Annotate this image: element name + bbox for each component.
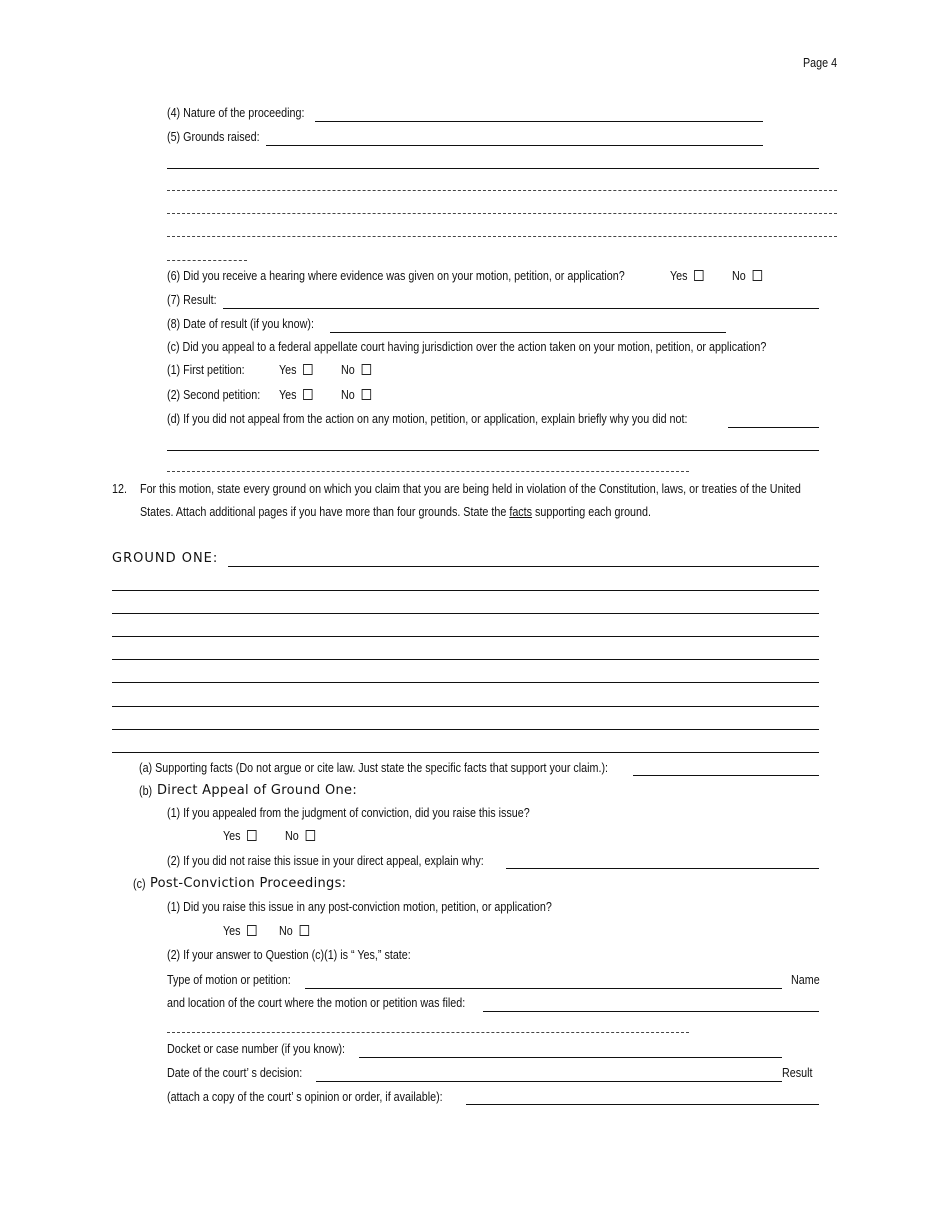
question-12-number: 12. — [112, 482, 127, 496]
attach-opinion-label: (attach a copy of the court’ s opinion or order, if available): — [167, 1090, 443, 1104]
result-field[interactable] — [223, 308, 819, 309]
direct-appeal-yes-checkbox[interactable] — [247, 830, 256, 841]
no-label: No — [285, 829, 299, 843]
hearing-yes-option[interactable] — [670, 270, 704, 283]
ground-one-line-7[interactable] — [112, 729, 819, 730]
date-of-result-label: (8) Date of result (if you know): — [167, 317, 314, 331]
ground-one-line-8[interactable] — [112, 752, 819, 753]
post-conviction-yes-checkbox[interactable] — [247, 925, 256, 936]
hearing-no-checkbox[interactable] — [753, 270, 762, 281]
post-conviction-yes-option[interactable] — [223, 925, 257, 938]
hearing-no-option[interactable] — [732, 270, 762, 283]
no-label: No — [732, 269, 746, 283]
court-location-field[interactable] — [483, 1011, 819, 1012]
direct-appeal-question-1: (1) If you appealed from the judgment of conviction, did you raise this issue? — [167, 806, 530, 820]
post-conviction-question-1: (1) Did you raise this issue in any post-conviction motion, petition, or application? — [167, 900, 552, 914]
no-label: No — [279, 924, 293, 938]
did-not-appeal-field[interactable] — [728, 427, 819, 428]
first-petition-label: (1) First petition: — [167, 363, 245, 377]
direct-appeal-no-checkbox[interactable] — [306, 830, 315, 841]
grounds-raised-line-2[interactable] — [167, 168, 819, 169]
attach-opinion-field[interactable] — [466, 1104, 819, 1105]
facts-underlined: facts — [509, 505, 533, 519]
yes-label: Yes — [279, 363, 297, 377]
ground-one-line-1[interactable] — [112, 590, 819, 591]
nature-of-proceeding-label: (4) Nature of the proceeding: — [167, 106, 305, 120]
direct-appeal-no-option[interactable] — [285, 830, 315, 843]
result-label: (7) Result: — [167, 293, 217, 307]
first-petition-yes-checkbox[interactable] — [303, 364, 312, 375]
yes-label: Yes — [670, 269, 688, 283]
second-petition-no-option[interactable] — [341, 389, 371, 402]
ground-one-field[interactable] — [228, 566, 819, 567]
post-conviction-no-checkbox[interactable] — [300, 925, 309, 936]
yes-label: Yes — [223, 829, 241, 843]
question-12-text-b: supporting each ground. — [532, 505, 651, 519]
page-number: Page 4 — [803, 56, 838, 70]
ground-one-heading: GROUND ONE: — [112, 551, 219, 566]
second-petition-label: (2) Second petition: — [167, 388, 261, 402]
date-of-decision-field[interactable] — [316, 1081, 782, 1082]
post-conviction-question-2: (2) If your answer to Question (c)(1) is “ Yes,” state: — [167, 948, 411, 962]
direct-appeal-prefix: (b) — [139, 784, 153, 798]
post-conviction-prefix: (c) — [133, 877, 146, 891]
result-label-2: Result — [782, 1066, 813, 1080]
supporting-facts-label: (a) Supporting facts (Do not argue or cite law. Just state the specific facts that support your claim.): — [139, 761, 609, 775]
type-of-motion-label: Type of motion or petition: — [167, 973, 291, 987]
direct-appeal-yes-option[interactable] — [223, 830, 257, 843]
grounds-raised-label: (5) Grounds raised: — [167, 130, 260, 144]
first-petition-no-checkbox[interactable] — [362, 364, 371, 375]
question-12-text-a: States. Attach additional pages if you have more than four grounds. State the — [140, 505, 510, 519]
post-conviction-no-option[interactable] — [279, 925, 309, 938]
type-of-motion-field[interactable] — [305, 988, 782, 989]
ground-one-line-2[interactable] — [112, 613, 819, 614]
ground-one-line-4[interactable] — [112, 659, 819, 660]
grounds-raised-dashed-3[interactable] — [167, 236, 837, 237]
hearing-question: (6) Did you receive a hearing where evidence was given on your motion, petition, or application? — [167, 269, 625, 283]
no-label: No — [341, 363, 355, 377]
direct-appeal-explain-field[interactable] — [506, 868, 819, 869]
did-not-appeal-dashed[interactable] — [167, 471, 689, 472]
first-petition-no-option[interactable] — [341, 364, 371, 377]
federal-appeal-question: (c) Did you appeal to a federal appellate court having jurisdiction over the action taken on your motion, petition, or application? — [167, 340, 767, 354]
grounds-raised-field[interactable] — [266, 145, 763, 146]
supporting-facts-field[interactable] — [633, 775, 819, 776]
direct-appeal-question-2: (2) If you did not raise this issue in your direct appeal, explain why: — [167, 854, 484, 868]
name-label: Name — [791, 973, 820, 987]
second-petition-no-checkbox[interactable] — [362, 389, 371, 400]
question-12-line-1: For this motion, state every ground on which you claim that you are being held in violation of the Constitution, laws, or treaties of the United — [140, 482, 801, 496]
ground-one-line-6[interactable] — [112, 706, 819, 707]
second-petition-yes-checkbox[interactable] — [303, 389, 312, 400]
first-petition-yes-option[interactable] — [279, 364, 313, 377]
grounds-raised-dashed-4[interactable] — [167, 260, 247, 261]
court-location-label: and location of the court where the motion or petition was filed: — [167, 996, 466, 1010]
ground-one-line-5[interactable] — [112, 682, 819, 683]
docket-number-label: Docket or case number (if you know): — [167, 1042, 346, 1056]
no-label: No — [341, 388, 355, 402]
did-not-appeal-label: (d) If you did not appeal from the action on any motion, petition, or application, explain briefly why you did not: — [167, 412, 688, 426]
date-of-decision-label: Date of the court’ s decision: — [167, 1066, 303, 1080]
date-of-result-field[interactable] — [330, 332, 726, 333]
ground-one-line-3[interactable] — [112, 636, 819, 637]
yes-label: Yes — [223, 924, 241, 938]
grounds-raised-dashed-1[interactable] — [167, 190, 837, 191]
second-petition-yes-option[interactable] — [279, 389, 313, 402]
docket-number-field[interactable] — [359, 1057, 782, 1058]
grounds-raised-dashed-2[interactable] — [167, 213, 837, 214]
question-12-line-2 — [140, 506, 651, 519]
direct-appeal-heading: Direct Appeal of Ground One: — [157, 783, 358, 798]
did-not-appeal-line-2[interactable] — [167, 450, 819, 451]
hearing-yes-checkbox[interactable] — [694, 270, 703, 281]
yes-label: Yes — [279, 388, 297, 402]
post-conviction-heading: Post-Conviction Proceedings: — [150, 876, 347, 891]
nature-of-proceeding-field[interactable] — [315, 121, 763, 122]
court-location-dashed[interactable] — [167, 1032, 689, 1033]
